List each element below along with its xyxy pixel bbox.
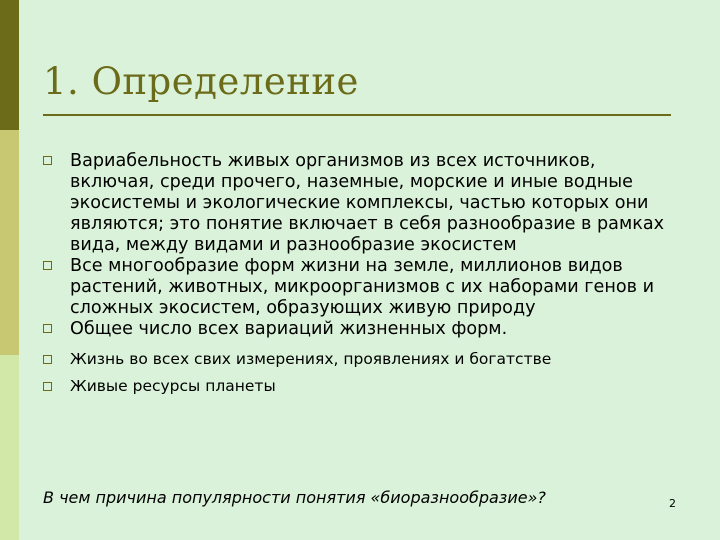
bullet-text: Общее число всех вариаций жизненных форм.: [70, 319, 508, 339]
bullet-item: [43, 319, 673, 340]
sidebar-band-middle: [0, 130, 19, 355]
bullet-list: [43, 151, 673, 397]
bullet-item: [43, 349, 673, 370]
slide-title: 1. Определение: [43, 60, 359, 103]
square-bullet-icon: [43, 382, 52, 391]
bullet-text: Жизнь во всех свих измерениях, проявлениях и богатстве: [70, 350, 552, 368]
square-bullet-icon: [43, 156, 52, 165]
bullet-item: [43, 151, 673, 256]
discussion-question: В чем причина популярности понятия «биоразнообразие»?: [43, 488, 546, 507]
title-underline: [43, 114, 671, 116]
bullet-text: Вариабельность живых организмов из всех источников, включая, среди прочего, наземные, морские и иные водные экосистемы и экологические комплексы, частью которых они являются; это понятие включает в себя разнообразие в рамках вида, между видами и разнообразие экосистем: [70, 151, 665, 255]
bullet-text: Живые ресурсы планеты: [70, 377, 276, 395]
sidebar-band-top: [0, 0, 19, 130]
bullet-item: [43, 376, 673, 397]
square-bullet-icon: [43, 261, 52, 270]
square-bullet-icon: [43, 355, 52, 364]
bullet-item: [43, 256, 673, 319]
sidebar-band-bottom: [0, 355, 19, 540]
square-bullet-icon: [43, 324, 52, 333]
bullet-text: Все многообразие форм жизни на земле, миллионов видов растений, животных, микроорганизмов с их наборами генов и сложных экосистем, образующих живую природу: [70, 256, 655, 318]
sidebar-decoration: [0, 0, 19, 540]
page-number: 2: [669, 497, 676, 510]
